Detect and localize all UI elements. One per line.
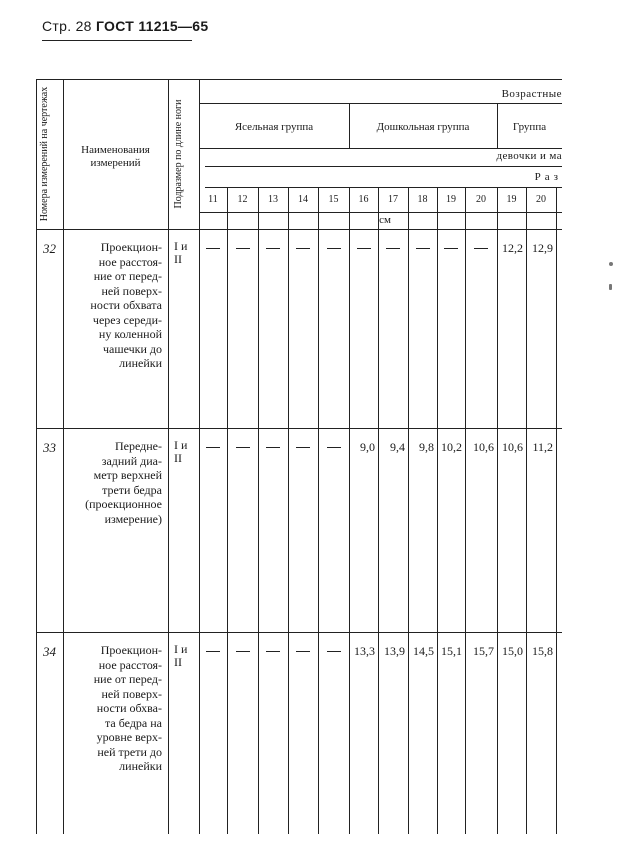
empty-value-dash xyxy=(474,248,488,249)
size-column-rule xyxy=(497,187,498,834)
subsize-value: I и II xyxy=(174,642,188,669)
empty-value-dash xyxy=(206,248,220,249)
size-column-rule xyxy=(349,187,350,834)
empty-value-dash xyxy=(357,248,371,249)
measurement-name-line: измерение) xyxy=(104,511,162,526)
size-number: 19 xyxy=(506,194,517,205)
measurement-name-line: ней поверх- xyxy=(101,686,162,701)
size-number: 20 xyxy=(476,194,486,205)
measurement-value: 12,9 xyxy=(532,241,553,255)
size-number: 14 xyxy=(298,194,308,205)
size-number: 15 xyxy=(328,194,339,205)
gender-rule xyxy=(205,166,562,167)
empty-value-dash xyxy=(236,651,250,652)
measurement-name-line: (проекционное xyxy=(85,497,162,511)
size-number: 19 xyxy=(446,194,456,205)
empty-value-dash xyxy=(327,651,341,652)
margin-mark xyxy=(609,262,613,266)
size-number: 13 xyxy=(268,194,278,205)
empty-value-dash xyxy=(327,248,341,249)
size-column-rule xyxy=(318,187,319,834)
size-header: Раз xyxy=(534,171,562,183)
margin-mark xyxy=(609,284,612,290)
empty-value-dash xyxy=(266,248,280,249)
row-number: 32 xyxy=(43,241,56,256)
age-header: Возрастные xyxy=(501,88,562,100)
size-column-rule xyxy=(408,187,409,834)
empty-value-dash xyxy=(296,651,310,652)
subsize-value: I и II xyxy=(174,438,188,465)
measurement-value: 12,2 xyxy=(502,241,523,255)
name-column-rule xyxy=(168,79,169,834)
group-header: Ясельная группа xyxy=(234,121,314,133)
header-rule xyxy=(42,40,192,41)
row-separator xyxy=(36,428,562,429)
unit-label: см xyxy=(379,214,391,226)
empty-value-dash xyxy=(386,248,400,249)
size-column-rule xyxy=(288,187,289,834)
measurement-name-line: линейки xyxy=(119,759,162,773)
measurement-name-line: та бедра на xyxy=(104,715,162,730)
measurement-name-line: линейки xyxy=(119,356,162,370)
empty-value-dash xyxy=(206,651,220,652)
empty-value-dash xyxy=(236,248,250,249)
measurement-value: 13,3 xyxy=(354,644,375,658)
measurement-value: 13,9 xyxy=(384,644,405,658)
empty-value-dash xyxy=(296,248,310,249)
group-header: Группа xyxy=(512,121,547,133)
measurement-name-line: ние от перед- xyxy=(93,672,162,686)
measurement-value: 15,8 xyxy=(532,644,553,658)
measurement-value: 10,6 xyxy=(502,440,523,454)
subsize-column-rule xyxy=(199,79,200,834)
size-column-rule xyxy=(378,187,379,834)
measurement-value: 10,2 xyxy=(441,440,462,454)
size-column-rule xyxy=(556,187,557,834)
measurement-name-line: Проекцион- xyxy=(100,643,162,657)
left-border xyxy=(36,79,37,834)
row-separator xyxy=(36,632,562,633)
row-number: 34 xyxy=(43,644,56,659)
measurement-name-line: задний диа- xyxy=(101,453,162,468)
size-number: 20 xyxy=(536,194,546,205)
measurement-value: 9,8 xyxy=(419,440,434,454)
measurement-name-line: ней трети до xyxy=(97,744,162,759)
empty-value-dash xyxy=(444,248,458,249)
size-number: 17 xyxy=(388,194,398,205)
empty-value-dash xyxy=(416,248,430,249)
empty-value-dash xyxy=(206,447,220,448)
measurement-name-line: Проекцион- xyxy=(100,240,162,254)
group-header: Дошкольная группа xyxy=(376,121,470,133)
size-column-rule xyxy=(258,187,259,834)
size-column-rule xyxy=(465,187,466,834)
group-rule xyxy=(199,148,562,149)
size-number: 12 xyxy=(237,194,248,205)
size-column-rule xyxy=(227,187,228,834)
measurement-name-line: Передне- xyxy=(114,439,162,453)
table-top-rule xyxy=(36,79,562,80)
measurement-value: 14,5 xyxy=(413,644,434,658)
page-header xyxy=(42,18,208,34)
size-column-rule xyxy=(526,187,527,834)
empty-value-dash xyxy=(296,447,310,448)
measurement-value: 15,1 xyxy=(441,644,462,658)
column-header-subsize: Подразмер по длине ноги xyxy=(172,99,184,209)
measurement-name-line: уровне верх- xyxy=(96,730,162,744)
gender-header: девочки и ма xyxy=(496,150,562,162)
measurement-name-line: ное расстоя- xyxy=(98,254,162,269)
measurement-name-line: ней поверх- xyxy=(101,283,162,298)
measurement-name-line: ние от перед- xyxy=(93,269,162,283)
measurement-value: 9,0 xyxy=(360,440,375,454)
empty-value-dash xyxy=(236,447,250,448)
page-number: Стр. 28 xyxy=(42,18,92,34)
measurement-name-line: трети бедра xyxy=(102,482,162,497)
measurement-value: 11,2 xyxy=(532,440,553,454)
size-number-rule xyxy=(199,212,562,213)
measurement-value: 15,0 xyxy=(502,644,523,658)
size-number: 18 xyxy=(417,194,428,205)
subsize-value: I и II xyxy=(174,239,188,266)
size-number: 11 xyxy=(208,194,218,205)
age-header-rule xyxy=(199,103,562,104)
measurement-name-line: ное расстоя- xyxy=(98,657,162,672)
column-header-number: Номера измерений на чертежах xyxy=(38,86,50,222)
empty-value-dash xyxy=(266,651,280,652)
measurement-value: 15,7 xyxy=(473,644,494,658)
empty-value-dash xyxy=(266,447,280,448)
measurement-name-line: чашечки до xyxy=(102,341,162,356)
measurement-value: 9,4 xyxy=(390,440,405,454)
measurement-name-line: метр верхней xyxy=(93,468,162,482)
empty-value-dash xyxy=(327,447,341,448)
size-column-rule xyxy=(437,187,438,834)
measurement-name-line: через середи- xyxy=(92,312,162,327)
number-column-rule xyxy=(63,79,64,834)
column-header-name: Наименования измерений xyxy=(81,144,150,169)
standard-code: ГОСТ 11215—65 xyxy=(95,18,209,34)
header-bottom-rule xyxy=(36,229,562,230)
measurement-name-line: ности обхвата xyxy=(90,298,162,312)
row-number: 33 xyxy=(43,440,56,455)
measurement-name-line: ну коленной xyxy=(98,327,162,341)
measurement-value: 10,6 xyxy=(473,440,494,454)
size-number: 16 xyxy=(358,194,369,205)
measurement-name-line: ности обхва- xyxy=(96,701,162,715)
